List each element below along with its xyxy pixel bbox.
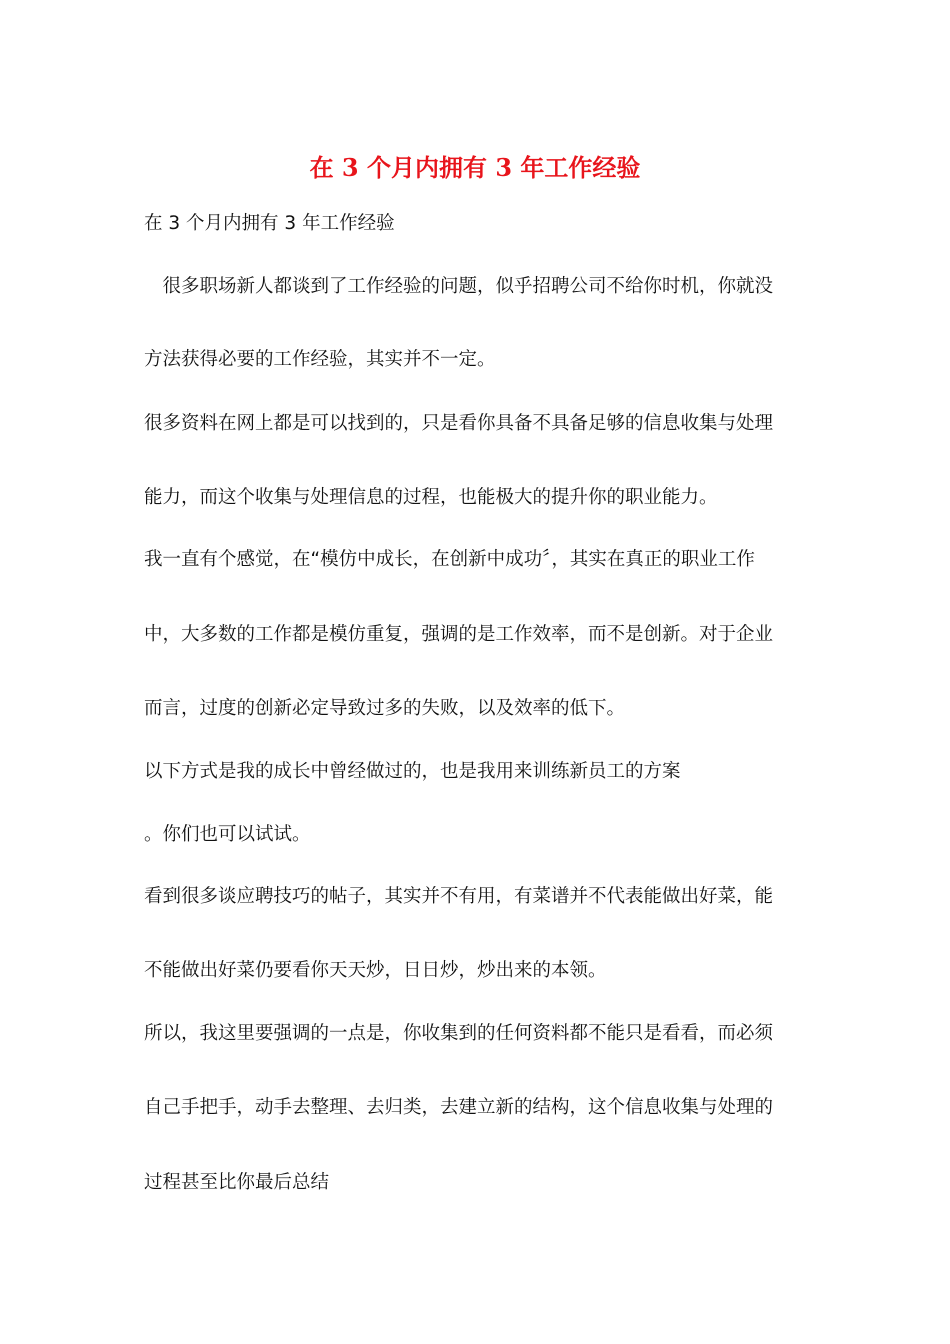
paragraph-line: 所以，我这里要强调的一点是，你收集到的任何资料都不能只是看看，而必须 [144, 1023, 774, 1044]
paragraph-line: 能力，而这个收集与处理信息的过程，也能极大的提升你的职业能力。 [144, 487, 718, 508]
paragraph-line: 不能做出好菜仍要看你天天炒，日日炒，炒出来的本领。 [144, 960, 607, 981]
paragraph-line: 。你们也可以试试。 [144, 824, 311, 845]
document-subtitle: 在 3 个月内拥有 3 年工作经验 [144, 213, 395, 234]
document-title: 在 3 个月内拥有 3 年工作经验 [309, 153, 641, 182]
paragraph-line: 很多职场新人都谈到了工作经验的问题，似乎招聘公司不给你时机，你就没 [144, 276, 774, 297]
paragraph-line: 我一直有个感觉，在“模仿中成长，在创新中成功〞，其实在真正的职业工作 [144, 549, 755, 570]
paragraph-line: 过程甚至比你最后总结 [144, 1172, 330, 1193]
paragraph-line: 看到很多谈应聘技巧的帖子，其实并不有用，有菜谱并不代表能做出好菜，能 [144, 886, 774, 907]
paragraph-line: 而言，过度的创新必定导致过多的失败，以及效率的低下。 [144, 698, 626, 719]
paragraph-line: 中，大多数的工作都是模仿重复，强调的是工作效率，而不是创新。对于企业 [144, 624, 774, 645]
paragraph-line: 自己手把手，动手去整理、去归类，去建立新的结构，这个信息收集与处理的 [144, 1097, 774, 1118]
paragraph-line: 很多资料在网上都是可以找到的，只是看你具备不具备足够的信息收集与处理 [144, 413, 774, 434]
paragraph-line: 以下方式是我的成长中曾经做过的，也是我用来训练新员工的方案 [144, 761, 681, 782]
paragraph-line: 方法获得必要的工作经验，其实并不一定。 [144, 349, 496, 370]
